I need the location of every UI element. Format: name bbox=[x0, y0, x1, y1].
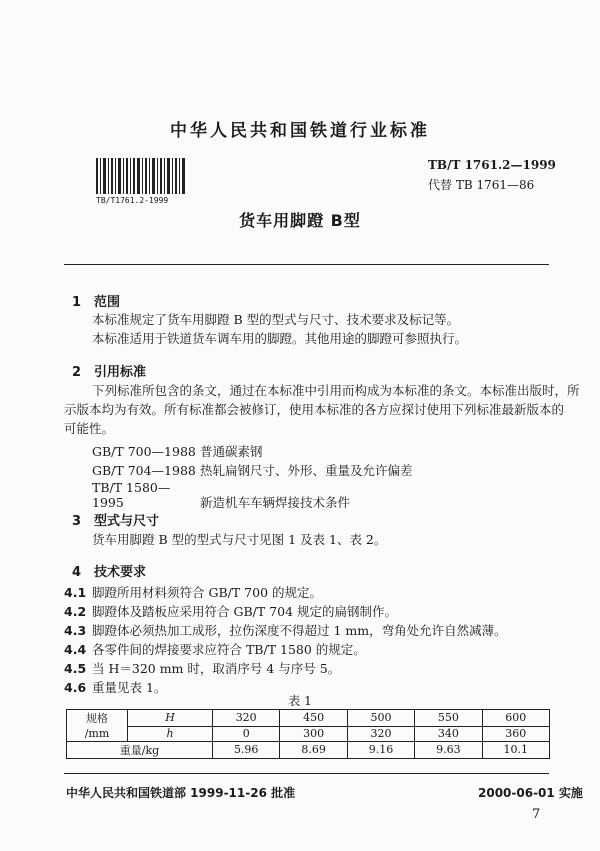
section-3-paragraph: 货车用脚蹬 B 型的型式与尺寸见图 1 及表 1、表 2。 bbox=[92, 532, 387, 547]
table-cell: 9.16 bbox=[347, 741, 414, 758]
section-title: 范围 bbox=[94, 295, 121, 310]
footer-divider bbox=[64, 773, 549, 774]
section-2-heading bbox=[72, 361, 146, 380]
item-number: 4.1 bbox=[64, 585, 87, 600]
item-text: 各零件间的焊接要求应符合 TB/T 1580 的规定。 bbox=[92, 642, 366, 657]
reference-name: 热轧扁钢尺寸、外形、重量及允许偏差 bbox=[200, 463, 413, 478]
section-number: 3 bbox=[72, 514, 82, 529]
reference-name: 普通碳素钢 bbox=[200, 444, 263, 459]
item-text: 重量见表 1。 bbox=[92, 680, 167, 695]
table-cell: 600 bbox=[482, 710, 549, 727]
table-cell: 8.69 bbox=[280, 741, 347, 758]
requirement-item bbox=[64, 583, 322, 601]
item-text: 脚蹬体及踏板应采用符合 GB/T 704 规定的扁钢制作。 bbox=[92, 604, 397, 619]
requirement-item bbox=[64, 640, 366, 658]
table-cell: 500 bbox=[347, 710, 414, 727]
section-number: 1 bbox=[72, 295, 82, 310]
requirement-item bbox=[64, 621, 507, 639]
table-cell: 5.96 bbox=[213, 741, 280, 758]
symbol-cell: h bbox=[128, 726, 213, 741]
item-number: 4.3 bbox=[64, 623, 87, 638]
reference-code: TB/T 1580—1995 bbox=[92, 480, 171, 510]
table-cell: 340 bbox=[415, 726, 482, 741]
item-number: 4.6 bbox=[64, 680, 87, 695]
replaces-note: 代替 TB 1761—86 bbox=[428, 178, 535, 192]
symbol-cell: H bbox=[128, 710, 213, 727]
table-cell: 0 bbox=[213, 726, 280, 741]
section-3-heading bbox=[72, 510, 159, 529]
barcode-icon bbox=[96, 158, 186, 194]
table-caption: 表 1 bbox=[288, 694, 312, 708]
section-title: 引用标准 bbox=[94, 365, 147, 380]
item-text: 脚蹬体必须热加工成形，拉伤深度不得超过 1 mm，弯角处允许自然减薄。 bbox=[92, 623, 507, 638]
reference-name: 新造机车车辆焊接技术条件 bbox=[200, 495, 351, 510]
header-divider bbox=[64, 264, 549, 265]
reference-item bbox=[92, 480, 350, 511]
table-cell: 360 bbox=[482, 726, 549, 741]
approval-note: 中华人民共和国铁道部 1999-11-26 批准 bbox=[66, 786, 296, 800]
table-cell: 550 bbox=[415, 710, 482, 727]
item-text: 当 H＝320 mm 时，取消序号 4 与序号 5。 bbox=[92, 661, 341, 676]
reference-item bbox=[92, 442, 263, 460]
table-cell: 320 bbox=[347, 726, 414, 741]
standard-code: TB/T 1761.2—1999 bbox=[428, 158, 556, 172]
row-label: 规格 bbox=[67, 710, 128, 727]
table-row bbox=[67, 741, 550, 758]
section-title: 型式与尺寸 bbox=[94, 514, 160, 529]
section-4-heading bbox=[72, 561, 146, 580]
effective-date: 2000-06-01 实施 bbox=[478, 786, 583, 800]
reference-item bbox=[92, 461, 413, 479]
requirement-item bbox=[64, 659, 340, 677]
item-number: 4.2 bbox=[64, 604, 87, 619]
requirement-item bbox=[64, 602, 397, 620]
section-2-line-3: 可能性。 bbox=[64, 421, 115, 436]
item-number: 4.5 bbox=[64, 661, 87, 676]
table-cell: 9.63 bbox=[415, 741, 482, 758]
page-number: 7 bbox=[532, 807, 541, 822]
table-cell: 10.1 bbox=[482, 741, 549, 758]
standard-org-title: 中华人民共和国铁道行业标准 bbox=[170, 121, 430, 141]
document-title: 货车用脚蹬 B型 bbox=[239, 211, 361, 230]
section-title: 技术要求 bbox=[94, 565, 147, 580]
weight-table bbox=[66, 709, 550, 759]
section-number: 2 bbox=[72, 365, 82, 380]
section-1-paragraph-1: 本标准规定了货车用脚蹬 B 型的型式与尺寸、技术要求及标记等。 bbox=[92, 312, 460, 327]
row-label: /mm bbox=[67, 726, 128, 741]
table-row bbox=[67, 726, 550, 741]
item-text: 脚蹬所用材料须符合 GB/T 700 的规定。 bbox=[92, 585, 322, 600]
table-cell: 320 bbox=[213, 710, 280, 727]
section-2-line-2: 示版本均为有效。所有标准都会被修订，使用本标准的各方应探讨使用下列标准最新版本的 bbox=[64, 402, 565, 417]
row-label: 重量/kg bbox=[67, 741, 213, 758]
section-2-line-1: 下列标准所包含的条文，通过在本标准中引用而构成为本标准的条文。本标准出版时，所 bbox=[92, 383, 580, 398]
section-1-paragraph-2: 本标准适用于铁道货车调车用的脚蹬。其他用途的脚蹬可参照执行。 bbox=[92, 331, 468, 346]
barcode-caption: TB/T1761.2-1999 bbox=[96, 196, 169, 205]
table-row bbox=[67, 710, 550, 727]
reference-code: GB/T 704—1988 bbox=[92, 463, 196, 478]
section-number: 4 bbox=[72, 565, 82, 580]
section-1-heading bbox=[72, 291, 120, 310]
table-cell: 450 bbox=[280, 710, 347, 727]
table-cell: 300 bbox=[280, 726, 347, 741]
item-number: 4.4 bbox=[64, 642, 87, 657]
reference-code: GB/T 700—1988 bbox=[92, 444, 196, 459]
